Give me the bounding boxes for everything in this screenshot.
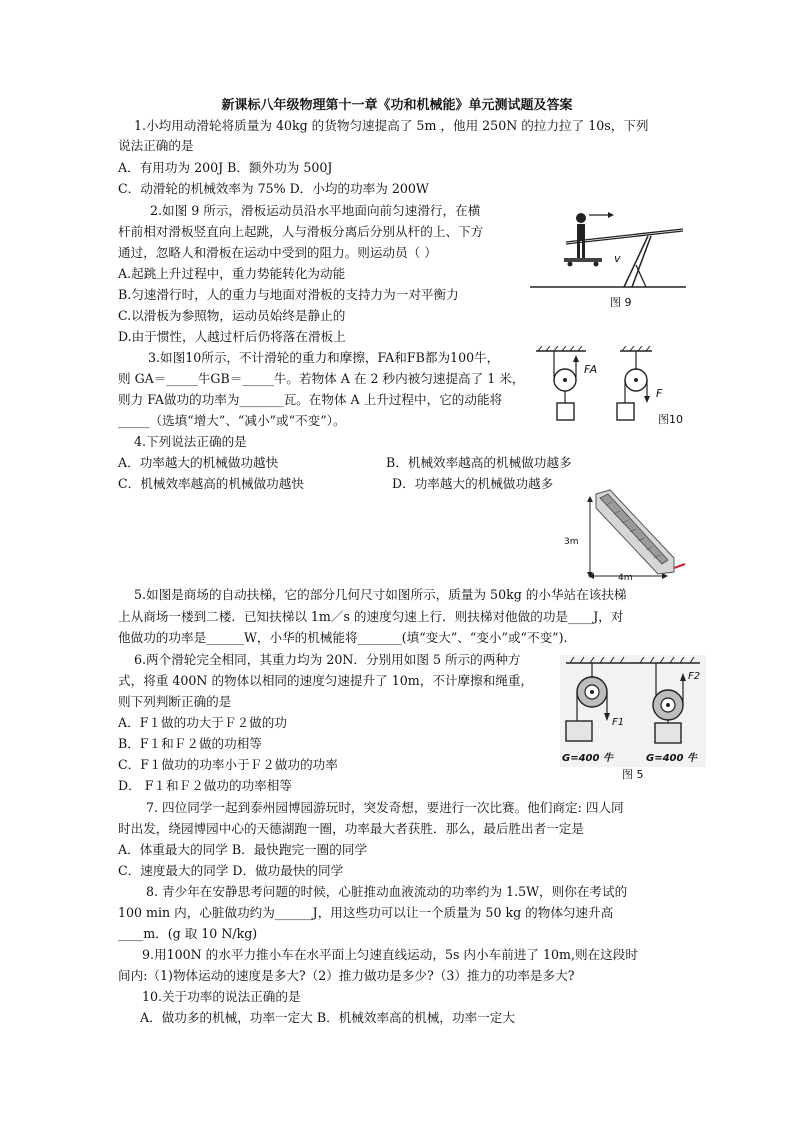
velocity-label: v [614,252,621,265]
f2-label: F2 [688,671,701,682]
q2-line-2: 杆前相对滑板竖直向上起跳，人与滑板分离后分别从杆的上、下方 [118,224,484,239]
escalator-length-label: 4m [618,573,633,583]
q6-option-a: A．F１做的功大于Ｆ２做的功 [118,715,287,730]
figure-10-caption: 图10 [658,413,683,426]
figure-9-skateboard [528,205,688,315]
escalator-height-label: 3m [564,537,579,547]
q1-line-2: 说法正确的是 [118,138,194,153]
q8-line-1: 8. 青少年在安静思考问题的时候，心脏推动血液流动的功率约为 1.5W，则你在考试的 [146,884,628,899]
q6-line-2: 式，将重 400N 的物体以相同的速度匀速提升了 10m，不计摩擦和绳重， [118,673,534,688]
q2-option-b: B.匀速滑行时，人的重力与地面对滑板的支持力为一对平衡力 [118,287,459,302]
q6-line-1: 6.两个滑轮完全相同，其重力均为 20N．分别用如图 5 所示的两种方 [134,652,521,667]
q4-option-a: A．功率越大的机械做功越快 [118,455,279,470]
q4-option-d: D．功率越大的机械做功越多 [392,476,554,491]
q3-line-2: 则 GA＝_____牛GB＝_____牛。若物体 A 在 2 秒内被匀速提高了 1 米， [118,371,525,386]
q1-line-1: 1.小均用动滑轮将质量为 40kg 的货物匀速提高了 5m ，他用 250N 的拉力拉了 10s，下列 [134,118,649,133]
q2-option-d: D.由于惯性，人越过杆后仍将落在滑板上 [118,329,346,344]
figure-5-caption: 图 5 [622,768,644,781]
q8-line-3: ____m．(g 取 10 N/kg) [118,926,258,941]
q9-line-2: 间内:（1)物体运动的速度是多大?（2）推力做功是多少?（3）推力的功率是多大? [118,968,575,983]
q3-line-3: 则力 FA做功的功率为_______瓦。在物体 A 上升过程中，它的动能将 [118,392,503,407]
q2-option-a: A.起跳上升过程中，重力势能转化为动能 [118,266,346,281]
q7-line-2: 时出发，绕园博园中心的天德湖跑一圈，功率最大者获胜．那么，最后胜出者一定是 [118,821,584,836]
figure-9-caption: 图 9 [610,296,632,309]
q3-line-1: 3.如图10所示，不计滑轮的重力和摩擦，FA和FB都为100牛， [148,350,500,365]
figure-5-pulleys [560,655,706,785]
q9-line-1: 9.用100N 的水平力推小车在水平面上匀速直线运动，5s 内小车前进了 10m,则在这段时 [142,947,638,962]
escalator-figure [564,488,688,586]
q2-option-c: C.以滑板为参照物，运动员始终是静止的 [118,308,346,323]
q7-option-ab: A．体重最大的同学 B．最快跑完一圈的同学 [118,842,368,857]
fa-label: FA [584,363,598,376]
q6-option-c: C．F１做功的功率小于Ｆ２做功的功率 [118,757,338,772]
q3-line-4: _____（选填“增大”、“减小”或“不变”）。 [118,413,346,428]
page-title: 新课标八年级物理第十一章《功和机械能》单元测试题及答案 [221,98,573,113]
q6-option-b: B．F１和Ｆ２做的功相等 [118,736,262,751]
q7-line-1: 7. 四位同学一起到泰州园博园游玩时，突发奇想，要进行一次比赛。他们商定: 四人同 [146,800,624,815]
q6-option-d: D． F１和Ｆ２做功的功率相等 [118,778,292,793]
figure-5-diagram [560,655,706,767]
f1-label: F1 [612,717,625,728]
g-left-label: G=400 牛 [562,753,613,764]
q7-option-cd: C．速度最大的同学 D．做功最快的同学 [118,863,344,878]
q1-option-ab: A．有用功为 200J B．额外功为 500J [118,160,333,175]
figure-10-pulleys [532,346,692,430]
q2-line-3: 通过，忽略人和滑板在运动中受到的阻力。则运动员（ ） [118,245,437,260]
q10-option-ab: A．做功多的机械，功率一定大 B．机械效率高的机械，功率一定大 [140,1010,515,1025]
q2-line-1: 2.如图 9 所示，滑板运动员沿水平地面向前匀速滑行，在横 [150,203,481,218]
q4-option-c: C．机械效率越高的机械做功越快 [118,476,304,491]
q1-option-cd: C．动滑轮的机械效率为 75% D．小均的功率为 200W [118,181,429,196]
q4-option-b: B．机械效率越高的机械做功越多 [386,455,572,470]
q4-line-1: 4.下列说法正确的是 [134,434,247,449]
q5-line-2: 上从商场一楼到二楼．已知扶梯以 1m／s 的速度匀速上行．则扶梯对他做的功是____J，对 [118,609,624,624]
skateboard-diagram [528,205,688,315]
q10-line-1: 10.关于功率的说法正确的是 [142,989,301,1004]
escalator-diagram [582,488,688,586]
pulley-diagram [532,346,662,426]
f-label: F [656,387,663,400]
q8-line-2: 100 min 内，心脏做功约为______J，用这些功可以让一个质量为 50 kg 的物体匀速升高 [118,905,614,920]
q5-line-1: 5.如图是商场的自动扶梯，它的部分几何尺寸如图所示，质量为 50kg 的小华站在该扶梯 [134,587,627,602]
q6-line-3: 则下列判断正确的是 [118,694,232,709]
g-right-label: G=400 牛 [646,753,697,764]
q5-line-3: 他做功的功率是______W，小华的机械能将_______(填“变大”、“变小”或“不变”). [118,630,568,645]
